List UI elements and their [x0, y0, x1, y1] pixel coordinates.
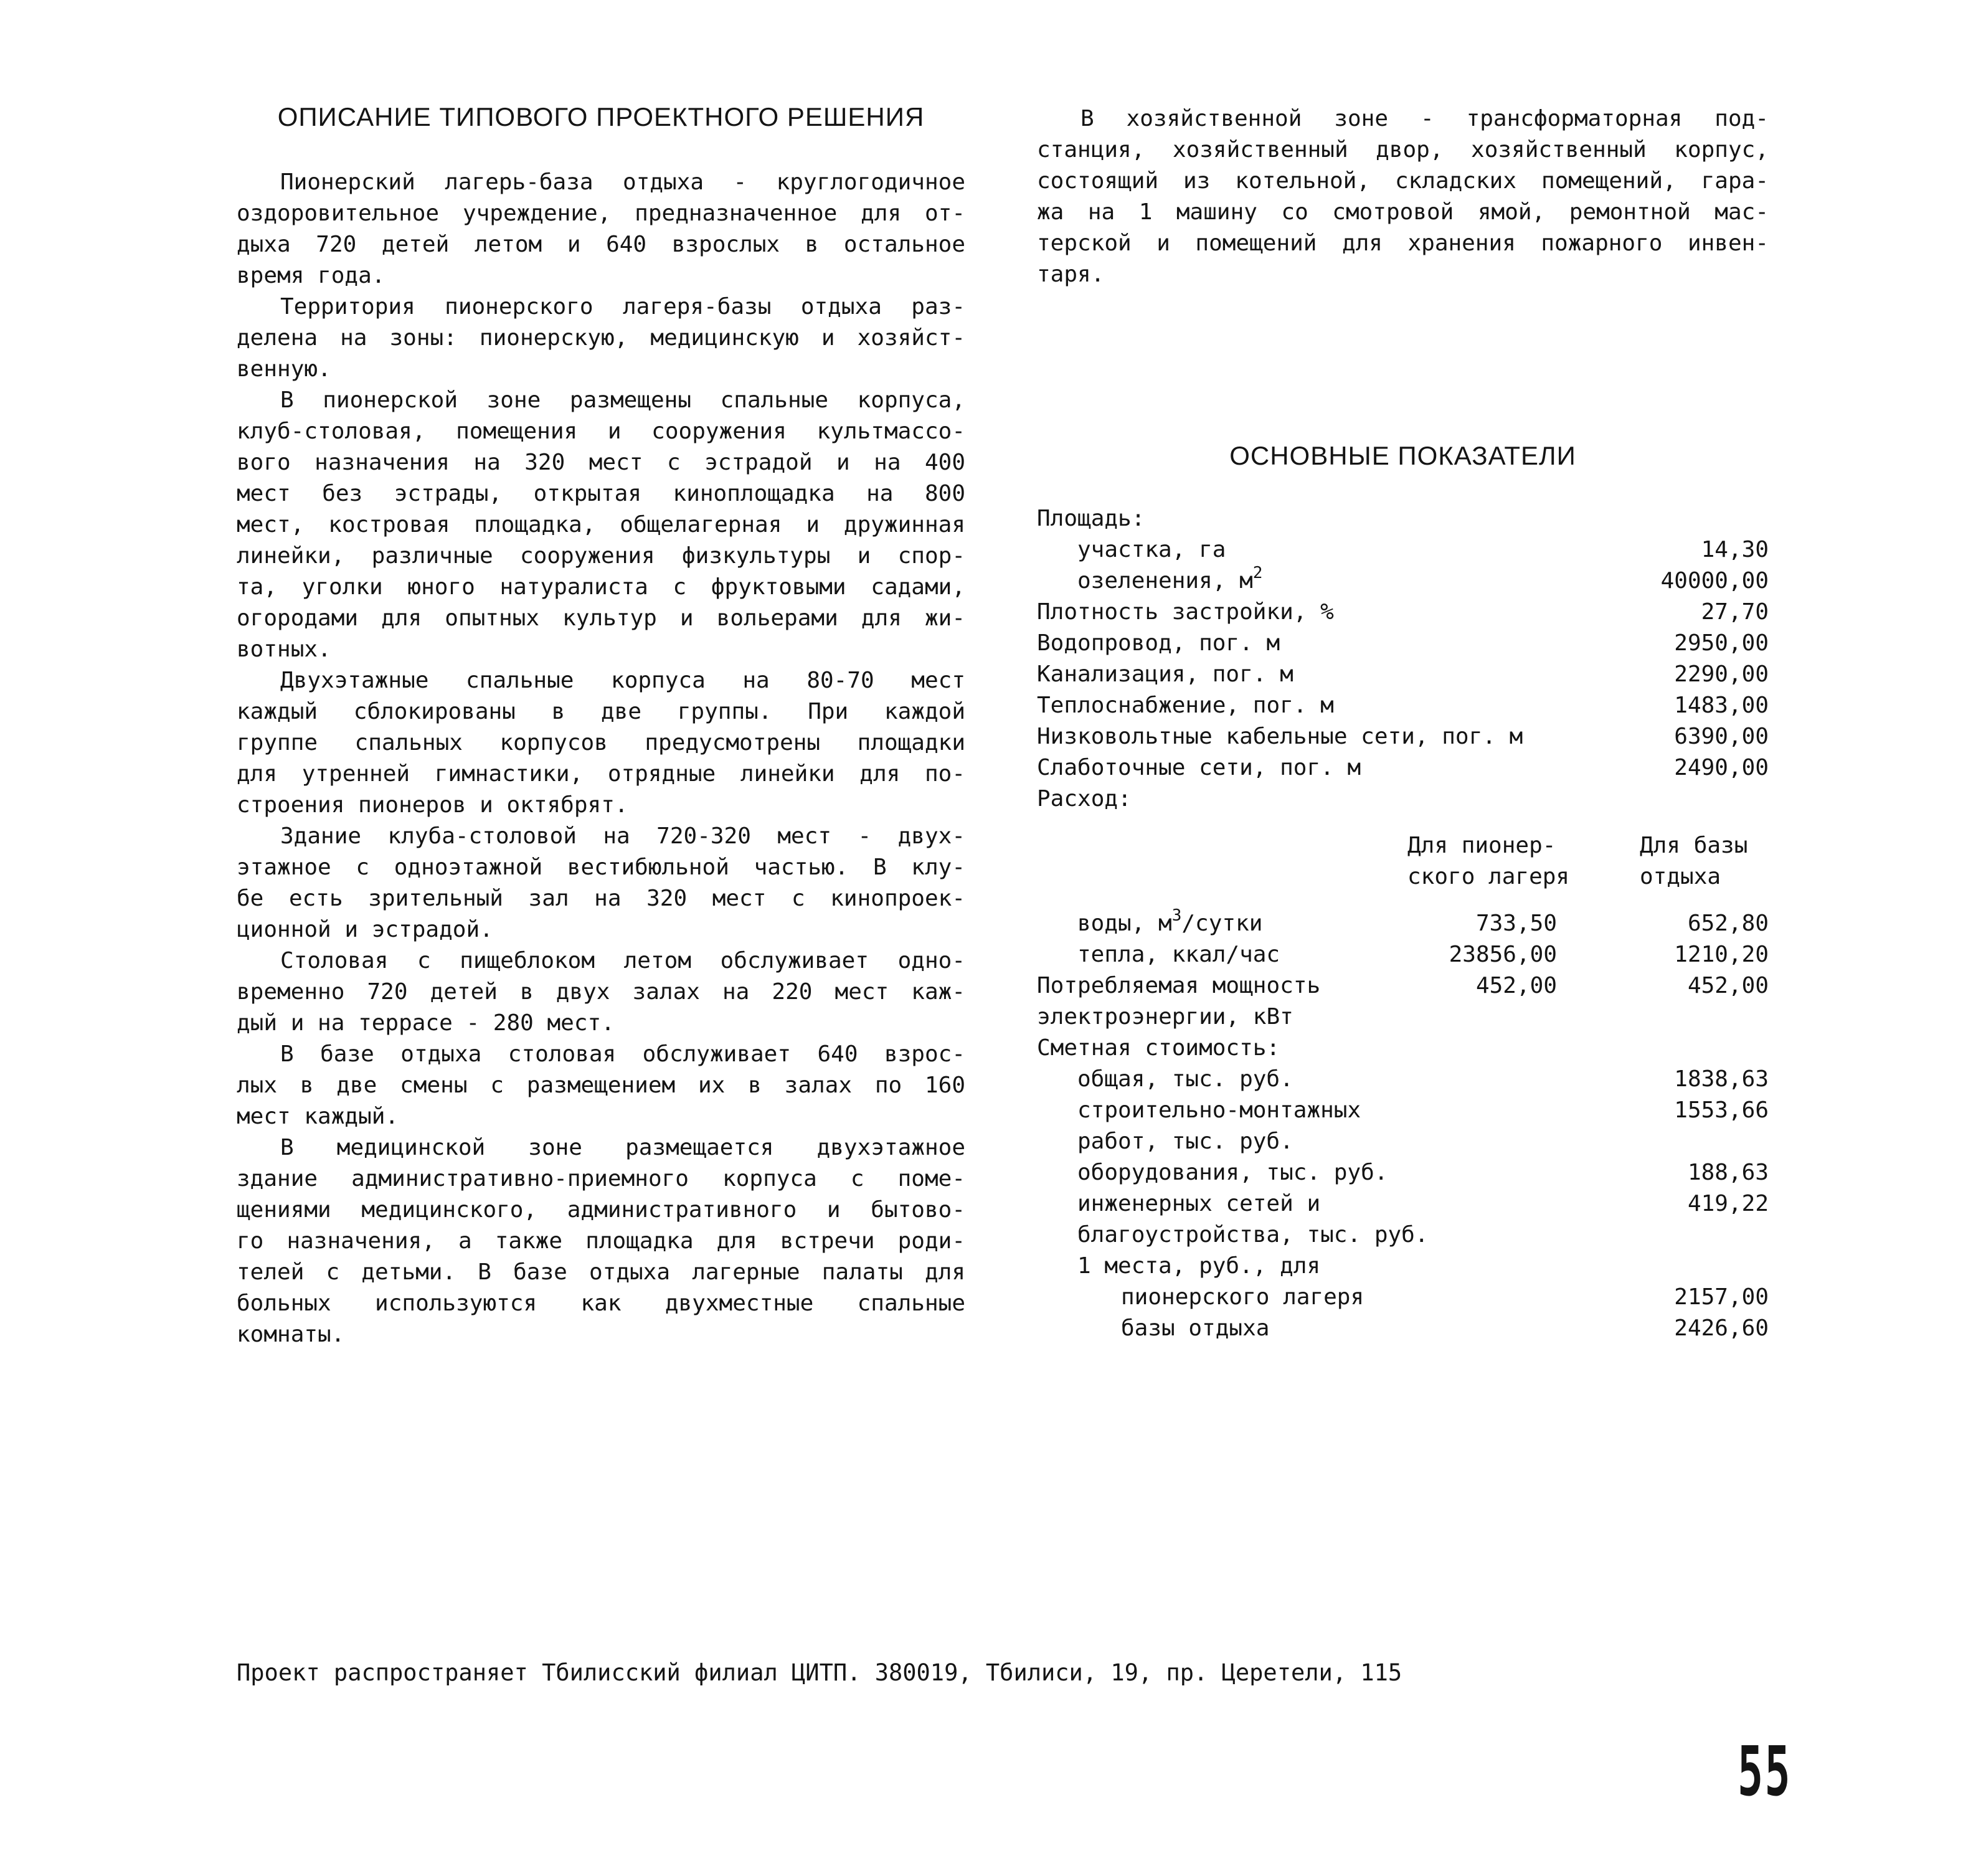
indicator-value: 652,80 [1687, 911, 1769, 936]
indicator-label: воды, $м^3$/сутки [1077, 906, 1263, 936]
indicator-label: Водопровод, пог. м [1037, 630, 1280, 656]
text-line: мест, костровая площадка, общелагерная и дружинная [237, 512, 965, 538]
text-line: бе есть зрительный зал на 320 мест с кинопроек- [237, 886, 965, 911]
indicator-row [1037, 908, 1769, 939]
text-line: каждый сблокированы в две группы. При каждой [237, 699, 965, 724]
text-line: временно 720 детей в двух залах на 220 мест каж- [237, 979, 965, 1005]
indicator-label: участка, га [1077, 537, 1226, 562]
text-line: Пионерский лагерь-база отдыха - круглогодичное [280, 169, 965, 195]
indicator-row [1037, 1064, 1769, 1095]
indicator-label: Сметная стоимость: [1037, 1035, 1280, 1061]
text-line: жа на 1 машину со смотровой ямой, ремонтной мас- [1037, 199, 1769, 225]
indicator-label: инженерных сетей и [1077, 1191, 1321, 1216]
column-header: отдыха [1640, 864, 1721, 889]
column-header: Для пионер- [1407, 833, 1556, 858]
indicator-row [1037, 1188, 1769, 1220]
indicator-label: Потребляемая мощность [1037, 973, 1321, 998]
text-line: дыха 720 детей летом и 640 взрослых в остальное [237, 232, 965, 257]
indicator-row [1037, 1282, 1769, 1313]
indicator-row [1037, 659, 1769, 690]
text-line: го назначения, а также площадка для встречи роди- [237, 1228, 965, 1254]
indicator-label: Расход: [1037, 786, 1132, 812]
indicator-label: тепла, ккал/час [1077, 942, 1280, 967]
indicator-row [1037, 721, 1769, 752]
text-line: Здание клуба-столовой на 720-320 мест - двух- [280, 823, 965, 849]
indicator-row [1037, 970, 1769, 1002]
indicator-label: Канализация, пог. м [1037, 661, 1293, 687]
indicator-value: 6390,00 [1674, 724, 1769, 749]
text-line: делена на зоны: пионерскую, медицинскую и хозяйст- [237, 325, 965, 351]
indicator-row [1037, 752, 1769, 784]
indicator-value: 2490,00 [1674, 755, 1769, 780]
text-line: оздоровительное учреждение, предназначенное для от- [237, 201, 965, 226]
indicator-row [1037, 534, 1769, 566]
text-line: мест каждый. [237, 1104, 399, 1129]
indicator-value: 1483,00 [1674, 693, 1769, 718]
column-header-row [1037, 830, 1769, 861]
text-line: венную. [237, 356, 331, 382]
indicator-row [1037, 1095, 1769, 1126]
indicator-row [1037, 1126, 1769, 1157]
text-line: лых в две смены с размещением их в залах по 160 [237, 1073, 965, 1098]
text-line: здание административно-приемного корпуса с поме- [237, 1166, 965, 1191]
indicator-label: благоустройства, тыс. руб. [1077, 1222, 1429, 1248]
text-line: строения пионеров и октябрят. [237, 792, 628, 818]
text-line: вотных. [237, 637, 331, 662]
indicator-value: 1553,66 [1674, 1097, 1769, 1123]
indicator-value: 40000,00 [1660, 568, 1769, 594]
footer-distribution-note: Проект распространяет Тбилисский филиал ЦИТП. 380019, Тбилиси, 19, пр. Церетели, 115 [237, 1659, 1402, 1686]
text-line: мест без эстрады, открытая киноплощадка на 800 [237, 481, 965, 506]
section-title-indicators: ОСНОВНЫЕ ПОКАЗАТЕЛИ [1229, 441, 1576, 470]
indicator-row [1037, 690, 1769, 721]
page-number: 55 [1738, 1732, 1792, 1811]
indicator-row [1037, 566, 1769, 597]
text-line: огородами для опытных культур и вольерами для жи- [237, 605, 965, 631]
indicator-value: 1210,20 [1674, 942, 1769, 967]
indicator-row [1037, 1220, 1769, 1251]
indicator-label: Слаботочные сети, пог. м [1037, 755, 1361, 780]
indicator-row [1037, 1251, 1769, 1282]
text-line: терской и помещений для хранения пожарного инвен- [1037, 230, 1769, 256]
text-line: щениями медицинского, административного и бытово- [237, 1197, 965, 1223]
indicator-row [1037, 503, 1769, 534]
text-line: время года. [237, 263, 385, 288]
text-line: вого назначения на 320 мест с эстрадой и на 400 [237, 450, 965, 475]
text-line: больных используются как двухместные спальные [237, 1291, 965, 1316]
indicator-row [1037, 597, 1769, 628]
indicator-label: работ, тыс. руб. [1077, 1129, 1293, 1154]
text-line: станция, хозяйственный двор, хозяйственный корпус, [1037, 137, 1769, 163]
indicator-label: озеленения, $м^2$ [1077, 564, 1263, 594]
text-line: клуб-столовая, помещения и сооружения культмассо- [237, 419, 965, 444]
indicator-row [1037, 1313, 1769, 1344]
indicator-value: 419,22 [1687, 1191, 1769, 1216]
indicator-value: 14,30 [1701, 537, 1769, 562]
text-line: ционной и эстрадой. [237, 917, 493, 942]
text-line: линейки, различные сооружения физкультуры и спор- [237, 543, 965, 569]
indicator-label: оборудования, тыс. руб. [1077, 1160, 1388, 1185]
indicator-value: 1838,63 [1674, 1066, 1769, 1092]
text-line: та, уголки юного натуралиста с фруктовыми садами, [237, 574, 965, 600]
indicator-label: электроэнергии, кВт [1037, 1004, 1293, 1030]
text-line: для утренней гимнастики, отрядные линейки для по- [237, 761, 965, 787]
indicator-label: пионерского лагеря [1121, 1284, 1364, 1310]
indicator-value: 2290,00 [1674, 661, 1769, 687]
text-line: В хозяйственной зоне - трансформаторная под- [1080, 106, 1769, 131]
text-line: этажное с одноэтажной вестибюльной частью. В клу- [237, 855, 965, 880]
text-line: В пионерской зоне размещены спальные корпуса, [280, 387, 965, 413]
indicator-value: 2426,60 [1674, 1315, 1769, 1341]
column-header: Для базы [1640, 833, 1748, 858]
indicator-label: базы отдыха [1121, 1315, 1270, 1341]
indicator-label: 1 места, руб., для [1077, 1253, 1321, 1279]
text-line: состоящий из котельной, складских помещений, гара- [1037, 168, 1769, 194]
indicator-label: общая, тыс. руб. [1077, 1066, 1293, 1092]
indicator-row [1037, 784, 1769, 815]
text-line: Территория пионерского лагеря-базы отдыха раз- [280, 294, 965, 320]
text-line: комнаты. [237, 1322, 345, 1347]
text-line: дый и на террасе - 280 мест. [237, 1010, 615, 1036]
text-line: таря. [1037, 262, 1105, 287]
text-line: Двухэтажные спальные корпуса на 80-70 мест [280, 668, 965, 693]
text-line: В базе отдыха столовая обслуживает 640 взрос- [280, 1041, 965, 1067]
indicator-row [1037, 1033, 1769, 1064]
indicator-label: Низковольтные кабельные сети, пог. м [1037, 724, 1523, 749]
indicator-value: 452,00 [1475, 973, 1557, 998]
indicator-value: 188,63 [1687, 1160, 1769, 1185]
column-header-row [1037, 861, 1769, 893]
section-title-description: ОПИСАНИЕ ТИПОВОГО ПРОЕКТНОГО РЕШЕНИЯ [277, 102, 925, 131]
text-line: Столовая с пищеблоком летом обслуживает одно- [280, 948, 965, 974]
text-line: группе спальных корпусов предусмотрены площадки [237, 730, 965, 756]
indicator-value: 452,00 [1687, 973, 1769, 998]
indicator-row [1037, 1002, 1769, 1033]
indicator-row [1037, 628, 1769, 659]
indicator-row [1037, 939, 1769, 970]
column-header: ского лагеря [1407, 864, 1570, 889]
indicator-row [1037, 1157, 1769, 1188]
indicator-value: 2950,00 [1674, 630, 1769, 656]
indicator-label: Плотность застройки, % [1037, 599, 1334, 625]
indicator-value: 733,50 [1475, 911, 1557, 936]
indicator-label: Теплоснабжение, пог. м [1037, 693, 1334, 718]
indicator-label: строительно-монтажных [1077, 1097, 1361, 1123]
text-line: телей с детьми. В базе отдыха лагерные палаты для [237, 1259, 965, 1285]
indicator-value: 23856,00 [1449, 942, 1557, 967]
indicator-value: 27,70 [1701, 599, 1769, 625]
indicator-value: 2157,00 [1674, 1284, 1769, 1310]
text-line: В медицинской зоне размещается двухэтажное [280, 1135, 965, 1160]
indicator-label: Площадь: [1037, 506, 1145, 531]
